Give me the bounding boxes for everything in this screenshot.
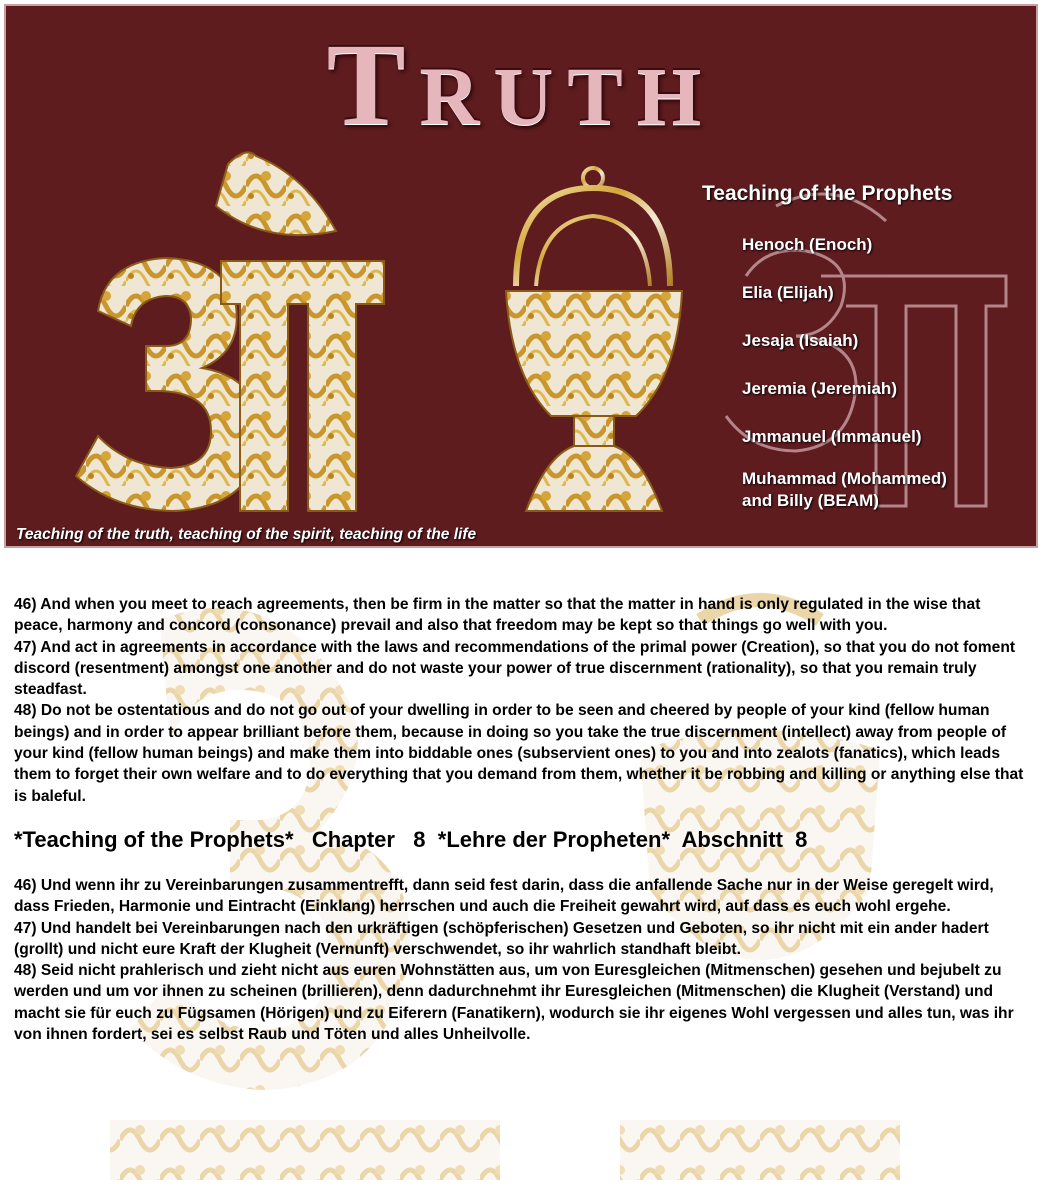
tagline: Teaching of the truth, teaching of the spirit, teaching of the life	[16, 526, 477, 543]
verse-en-47: 47) And act in agreements in accordance with the laws and recommendations of the primal power (Creation), so that you do not foment discord (resentment) amongst one another and do not waste your power of true discernment (rationality), so that you remain truly steadfast.	[14, 638, 1016, 699]
list-item-line: and Billy (BEAM)	[742, 491, 879, 510]
page-title: Truth	[326, 19, 716, 150]
chalice-icon	[506, 168, 682, 511]
list-item: Henoch (Enoch)	[742, 235, 873, 254]
verse-de-48: 48) Seid nicht prahlerisch und zieht nicht aus euren Wohnstätten aus, um von Euresgleichen (Mitmenschen) gesehen und bejubelt zu werden und um vor ihnen zu scheinen (brillieren), denn dadurchnehmt ihr Euresgleichen (Mitmenschen) die Klugheit (Verstand) und macht sie für euch zu Fügsamen (Hörigen) und zu Eiferern (Fanatikern), wodurch sie ihr eigenes Wohl vergessen und alles tun, was ihr von ihnen fordert, sei es selbst Raub und Töten und alles Unheilvolle.	[14, 962, 1014, 1044]
om-symbol-icon	[76, 152, 384, 511]
list-item: Jeremia (Jeremiah)	[742, 379, 897, 398]
list-item-line: Muhammad (Mohammed)	[742, 469, 947, 488]
list-item: Jmmanuel (Immanuel)	[742, 427, 922, 446]
verse-en-48: 48) Do not be ostentatious and do not go out of your dwelling in order to be seen and cheered by people of your kind (fellow human beings) and in order to appear brilliant before them, because in doing so you take the true discernment (intellect) away from people of your kind (fellow human beings) and make them into biddable ones (subservient ones) to you and into zealots (fanatics), which leads them to forget their own welfare and to do everything that you demand from them, whether it be robbing and killing or anything else that is baleful.	[14, 702, 1024, 805]
main-content	[14, 594, 1030, 1045]
prophet-list	[742, 234, 947, 538]
chapter-heading: *Teaching of the Prophets* Chapter 8 *Lehre der Propheten* Abschnitt 8	[14, 826, 808, 852]
verse-de-47: 47) Und handelt bei Vereinbarungen nach den urkräftigen (schöpferischen) Gesetzen und Geboten, so ihr nicht mit ein ander hadert (grollt) und nicht eure Kraft der Klugheit (Vernunft) verschwendet, so ihr wahrlich standhaft bleibt.	[14, 919, 989, 958]
verse-en-46: 46) And when you meet to reach agreements, then be firm in the matter so that the matter in hand is only regulated in the wise that peace, harmony and concord (consonance) prevail and also that freedom may be kept so that things go well with you.	[14, 596, 981, 635]
list-item: Elia (Elijah)	[742, 283, 834, 302]
prophets-heading: Teaching of the Prophets	[702, 182, 953, 205]
header-banner	[4, 4, 1038, 548]
list-item	[742, 468, 947, 512]
list-item: Jesaja (Isaiah)	[742, 331, 859, 350]
verse-de-46: 46) Und wenn ihr zu Vereinbarungen zusammentrefft, dann seid fest darin, dass die anfallende Sache nur in der Weise geregelt wird, dass Frieden, Harmonie und Eintracht (Einklang) herrschen und auch die Freiheit gewahrt wird, auf dass es euch wohl ergehe.	[14, 876, 994, 916]
